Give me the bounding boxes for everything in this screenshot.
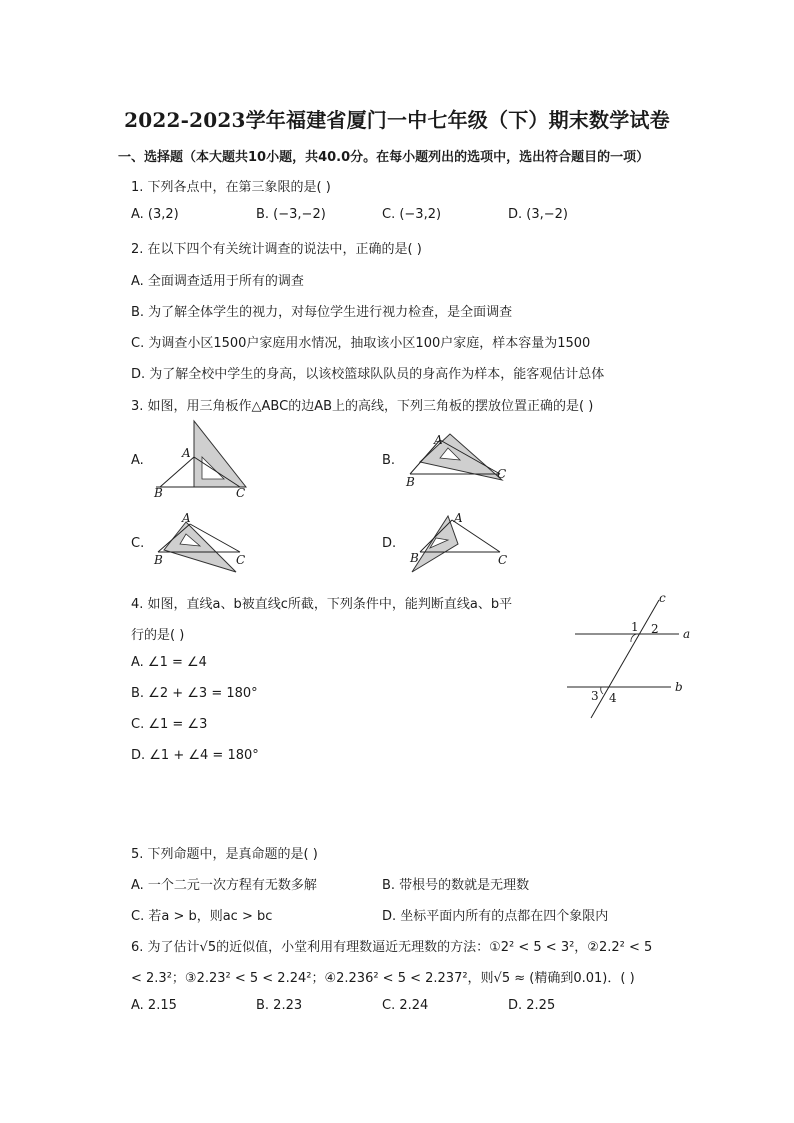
- line-c-label: c: [659, 591, 666, 605]
- q4-option-d: D. ∠1 + ∠4 = 180°: [131, 748, 259, 763]
- q4-option-c: C. ∠1 = ∠3: [131, 717, 208, 732]
- question-5-stem: 5. 下列命题中，是真命题的是( ): [131, 847, 318, 862]
- q6-option-b: B. 2.23: [256, 998, 303, 1013]
- question-4-stem-line2: 行的是( ): [131, 628, 185, 643]
- point-c-label: C: [236, 553, 246, 567]
- q1-option-d: D. (3,−2): [508, 207, 568, 222]
- angle-2-label: 2: [651, 622, 659, 636]
- question-3-stem: 3. 如图，用三角板作△ABC的边AB上的高线，下列三角板的摆放位置正确的是( ): [131, 399, 594, 414]
- q3-figure-c: [150, 508, 260, 574]
- q3-figure-b: [398, 428, 518, 490]
- page-title: 2022-2023学年福建省厦门一中七年级（下）期末数学试卷: [124, 108, 670, 132]
- line-a-label: a: [683, 627, 691, 641]
- angle-3-label: 3: [591, 689, 599, 703]
- q3-option-a-label: A.: [131, 453, 144, 468]
- q3-option-c-label: C.: [131, 536, 145, 551]
- q3-figure-d: [400, 508, 520, 574]
- question-4-stem-line1: 4. 如图，直线a、b被直线c所截，下列条件中，能判断直线a、b平: [131, 597, 513, 612]
- point-a-label: A: [182, 446, 191, 460]
- q6-option-c: C. 2.24: [382, 998, 429, 1013]
- q4-option-b: B. ∠2 + ∠3 = 180°: [131, 686, 258, 701]
- section-heading: 一、选择题（本大题共10小题，共40.0分。在每小题列出的选项中，选出符合题目的一项）: [118, 150, 650, 165]
- q5-option-b: B. 带根号的数就是无理数: [382, 878, 530, 893]
- q2-option-c: C. 为调查小区1500户家庭用水情况，抽取该小区100户家庭，样本容量为1500: [131, 336, 591, 351]
- question-2-stem: 2. 在以下四个有关统计调查的说法中，正确的是( ): [131, 242, 422, 257]
- q5-option-a: A. 一个二元一次方程有无数多解: [131, 878, 317, 893]
- q1-option-a: A. (3,2): [131, 207, 179, 222]
- q6-option-d: D. 2.25: [508, 998, 556, 1013]
- point-b-label: B: [154, 486, 163, 500]
- point-b-label: B: [410, 551, 419, 565]
- q4-parallel-lines-figure: [565, 590, 705, 722]
- line-b-label: b: [675, 680, 683, 694]
- q2-option-a: A. 全面调查适用于所有的调查: [131, 274, 304, 289]
- angle-1-label: 1: [631, 620, 639, 634]
- question-1-stem: 1. 下列各点中，在第三象限的是( ): [131, 180, 331, 195]
- point-a-label: A: [434, 433, 443, 447]
- q1-option-b: B. (−3,−2): [256, 207, 326, 222]
- q6-option-a: A. 2.15: [131, 998, 177, 1013]
- question-6-stem-line2: < 2.3²；③2.23² < 5 < 2.24²；④2.236² < 5 < 2.237²，则√5 ≈ (精确到0.01)．( ): [131, 971, 635, 986]
- q1-option-c: C. (−3,2): [382, 207, 442, 222]
- question-6-stem-line1: 6. 为了估计√5的近似值，小堂利用有理数逼近无理数的方法：①2² < 5 < 3²，②2.2² < 5: [131, 940, 653, 955]
- point-b-label: B: [406, 475, 415, 489]
- q4-option-a: A. ∠1 = ∠4: [131, 655, 207, 670]
- point-c-label: C: [236, 486, 246, 500]
- point-a-label: A: [454, 511, 463, 525]
- q5-option-c: C. 若a > b，则ac > bc: [131, 909, 273, 924]
- q5-option-d: D. 坐标平面内所有的点都在四个象限内: [382, 909, 609, 924]
- q3-option-b-label: B.: [382, 453, 396, 468]
- q2-option-b: B. 为了解全体学生的视力，对每位学生进行视力检查，是全面调查: [131, 305, 513, 320]
- point-b-label: B: [154, 553, 163, 567]
- q3-option-d-label: D.: [382, 536, 397, 551]
- point-c-label: C: [498, 553, 508, 567]
- q3-figure-a: [150, 415, 260, 503]
- point-c-label: C: [497, 467, 507, 481]
- angle-4-label: 4: [609, 691, 617, 705]
- q2-option-d: D. 为了解全校中学生的身高，以该校篮球队队员的身高作为样本，能客观估计总体: [131, 367, 605, 382]
- point-a-label: A: [182, 511, 191, 525]
